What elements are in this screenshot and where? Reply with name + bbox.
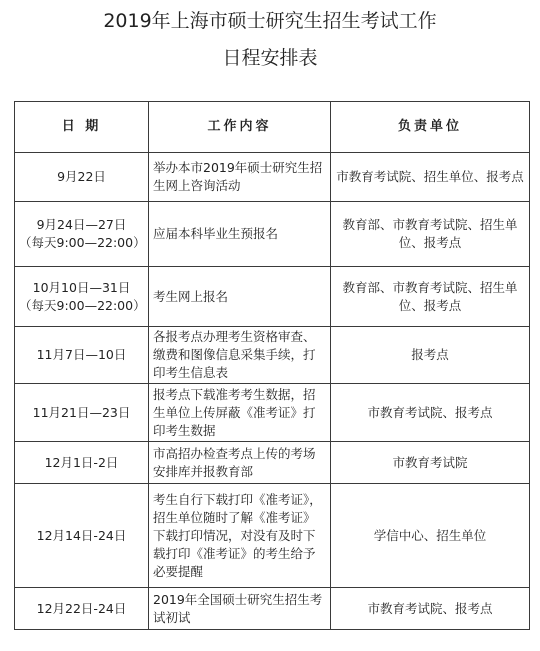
- row-unit: 报考点: [331, 327, 530, 384]
- header-date: 日 期: [15, 102, 149, 153]
- table-header-row: [15, 102, 530, 153]
- date-text: 9月22日: [57, 169, 106, 184]
- date-text: 11月7日—10日: [36, 347, 127, 362]
- row-date: [15, 267, 149, 327]
- table-row: [15, 384, 530, 442]
- row-unit: 市教育考试院: [331, 442, 530, 484]
- row-unit: 市教育考试院、招生单位、报考点: [331, 153, 530, 202]
- row-date: [15, 202, 149, 267]
- table-row: [15, 153, 530, 202]
- row-content: 考生网上报名: [149, 267, 331, 327]
- table-row: [15, 202, 530, 267]
- row-content: 各报考点办理考生资格审查、缴费和图像信息采集手续，打印考生信息表: [149, 327, 331, 384]
- row-unit: 市教育考试院、报考点: [331, 588, 530, 630]
- row-unit: 市教育考试院、报考点: [331, 384, 530, 442]
- row-date: [15, 327, 149, 384]
- table-row: [15, 484, 530, 588]
- row-content: 2019年全国硕士研究生招生考试初试: [149, 588, 331, 630]
- date-text: 12月1日-2日: [44, 454, 119, 470]
- date-note: （每天9:00—22:00）: [19, 235, 146, 250]
- row-date: [15, 588, 149, 630]
- date-note: （每天9:00—22:00）: [19, 297, 146, 313]
- schedule-table: [14, 101, 530, 630]
- header-content: 工作内容: [149, 102, 331, 153]
- row-unit: 教育部、市教育考试院、招生单位、报考点: [331, 267, 530, 327]
- date-text: 10月10日—31日: [32, 279, 131, 295]
- row-unit: 学信中心、招生单位: [331, 484, 530, 588]
- date-text: 9月24日—27日: [36, 217, 127, 232]
- row-unit: 教育部、市教育考试院、招生单位、报考点: [331, 202, 530, 267]
- table-row: [15, 588, 530, 630]
- page-title: 2019年上海市硕士研究生招生考试工作: [103, 10, 437, 32]
- table-row: [15, 267, 530, 327]
- table-row: [15, 442, 530, 484]
- table-row: [15, 327, 530, 384]
- row-date: [15, 384, 149, 442]
- date-text: 12月22日-24日: [36, 600, 127, 616]
- row-date: [15, 484, 149, 588]
- row-content: 考生自行下载打印《准考证》，招生单位随时了解《准考证》下载打印情况，对没有及时下载打印《准考证》的考生给予必要提醒: [149, 484, 331, 588]
- header-unit: 负责单位: [331, 102, 530, 153]
- date-text: 11月21日—23日: [32, 404, 131, 420]
- row-date: [15, 153, 149, 202]
- row-date: [15, 442, 149, 484]
- row-content: 市高招办检查考点上传的考场安排库并报教育部: [149, 442, 331, 484]
- row-content: 举办本市2019年硕士研究生招生网上咨询活动: [149, 153, 331, 202]
- row-content: 应届本科毕业生预报名: [149, 202, 331, 267]
- row-content: 报考点下载准考考生数据，招生单位上传屏蔽《准考证》打印考生数据: [149, 384, 331, 442]
- date-text: 12月14日-24日: [36, 527, 127, 543]
- page-subtitle: 日程安排表: [222, 47, 318, 69]
